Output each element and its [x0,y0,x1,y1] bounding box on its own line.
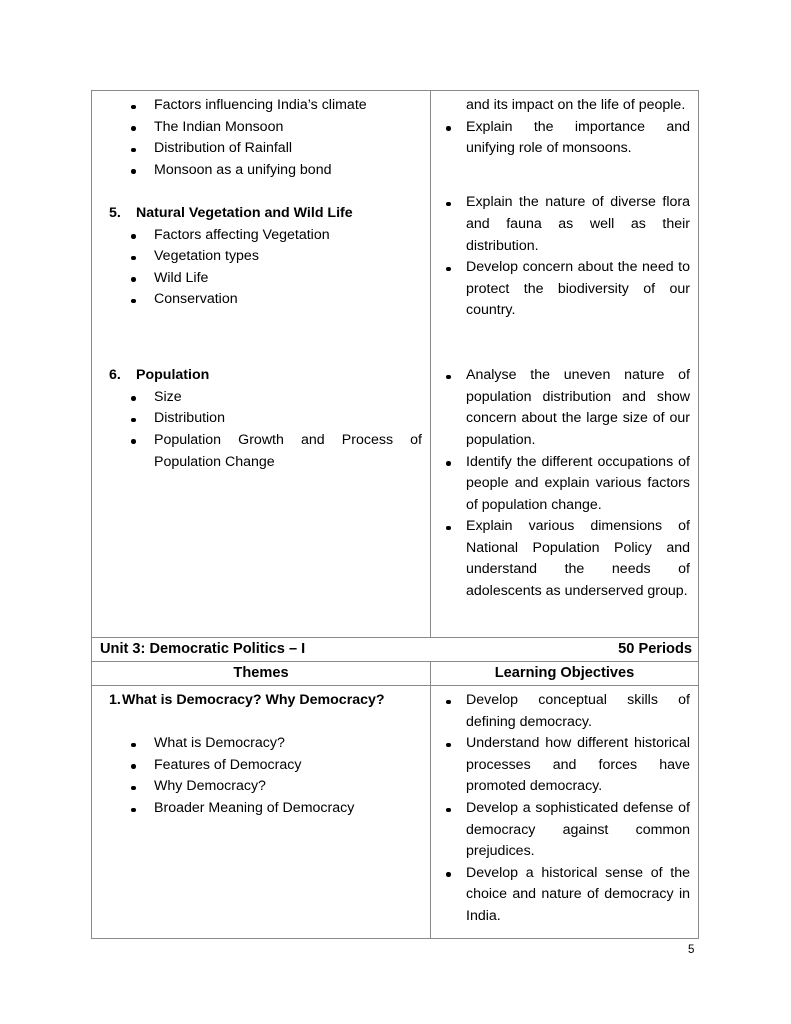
column-header-objectives-cell [431,662,699,686]
list-item: Distribution [100,408,422,430]
list-item: Wild Life [100,268,422,290]
themes-content [92,91,430,637]
list-item: Develop a sophisticated defense of democracy against common prejudices. [439,798,690,863]
theme-title: Population [136,367,210,384]
unit-banner-cell [92,638,699,662]
list-item: Monsoon as a unifying bond [100,160,422,182]
list-item: Factors affecting Vegetation [100,225,422,247]
list-item: Identify the different occupations of people and explain various factors of population change. [439,452,690,517]
page-number: 5 [688,944,695,956]
list-item: Vegetation types [100,246,422,268]
list-item: Understand how different historical processes and forces have promoted democracy. [439,733,690,798]
theme-number: 1. [109,692,121,709]
theme-bullet-list-climate [100,95,422,181]
objectives-cell [431,91,699,638]
theme-number: 5. [109,204,121,221]
list-item: Population Growth and Process of Population Change [100,430,422,473]
list-item: Develop concern about the need to protect the biodiversity of our country. [439,257,690,322]
themes-cell [92,686,431,939]
blank-line [100,354,422,365]
objective-list-population [439,365,690,603]
unit-banner-row [92,638,699,662]
column-header-themes: Themes [233,665,289,682]
theme-title: What is Democracy? Why Democracy? [122,692,385,709]
theme-title: Natural Vegetation and Wild Life [136,204,353,221]
list-item: Features of Democracy [100,755,422,777]
objectives-content [431,686,698,934]
objective-list-climate [439,95,690,160]
list-item: Develop a historical sense of the choice and nature of democracy in India. [439,863,690,928]
unit-title: Unit 3: Democratic Politics – I [100,641,306,658]
list-item: Factors influencing India’s climate [100,95,422,117]
column-header-row [92,662,699,686]
list-item: Develop conceptual skills of defining democracy. [439,690,690,733]
blank-line [100,712,422,734]
blank-line [439,344,690,366]
theme-heading-population [100,365,422,387]
themes-cell [92,91,431,638]
theme-bullet-list-population [100,387,422,473]
column-header-objectives: Learning Objectives [494,665,635,682]
list-item: Analyse the uneven nature of population distribution and show concern about the large size of our population. [439,365,690,451]
list-item: Distribution of Rainfall [100,138,422,160]
theme-heading-what-is-democracy [100,690,422,712]
list-item: Explain the nature of diverse flora and fauna as well as their distribution. [439,192,690,257]
blank-line [439,322,690,344]
objectives-cell [431,686,699,939]
blank-line [100,333,422,355]
blank-line [439,160,690,182]
table-row [92,91,699,638]
theme-heading-natural-vegetation [100,203,422,225]
list-item: Conservation [100,289,422,311]
blank-line [100,181,422,203]
list-item: Size [100,387,422,409]
list-item: Explain the importance and unifying role of monsoons. [439,117,690,160]
theme-bullet-list-vegetation [100,225,422,311]
column-header-themes-cell [92,662,431,686]
list-item: Explain various dimensions of National Population Policy and understand the needs of adolescents as underserved group. [439,516,690,602]
list-item: Why Democracy? [100,776,422,798]
themes-content [92,686,430,938]
unit-periods: 50 Periods [618,641,692,658]
theme-number: 6. [109,367,121,384]
syllabus-table [91,90,699,939]
blank-line [100,311,422,333]
objectives-content [431,91,698,609]
objective-list-democracy [439,690,690,928]
unit-banner [92,638,698,661]
list-item: The Indian Monsoon [100,117,422,139]
list-item: What is Democracy? [100,733,422,755]
objective-list-vegetation [439,192,690,322]
blank-line [439,181,690,192]
theme-bullet-list-democracy [100,733,422,819]
list-item: Broader Meaning of Democracy [100,798,422,820]
objective-continuation: and its impact on the life of people. [466,97,686,113]
table-row [92,686,699,939]
